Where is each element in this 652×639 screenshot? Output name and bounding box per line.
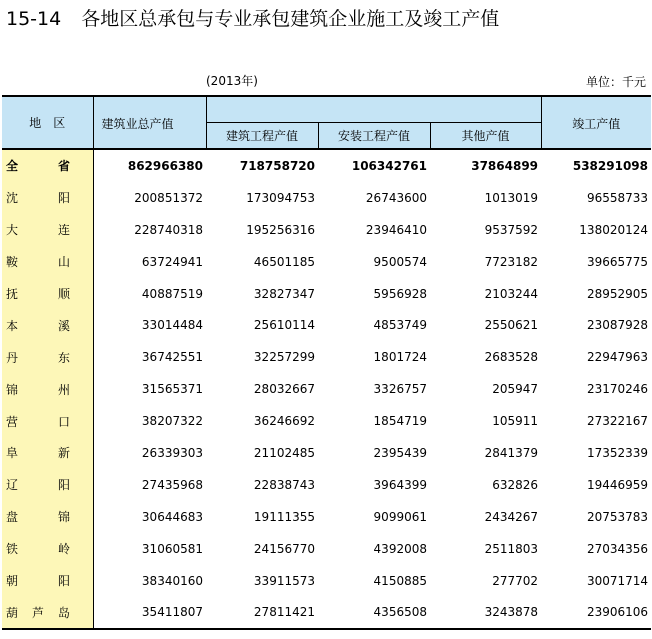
other-cell: 105911 [492, 414, 539, 429]
region-char: 全 [6, 159, 19, 174]
completed-cell: 28952905 [586, 286, 649, 301]
construction-cell: 19111355 [253, 509, 315, 524]
installation-cell: 26743600 [365, 190, 427, 205]
region-char: 大 [6, 223, 19, 238]
region-cell [2, 341, 93, 373]
construction-cell: 24156770 [253, 541, 315, 556]
table-row [2, 246, 651, 278]
other-cell: 2511803 [484, 541, 539, 556]
region-name [6, 572, 92, 589]
completed-cell: 23087928 [586, 318, 649, 333]
region-char: 州 [57, 382, 70, 397]
installation-cell: 1854719 [373, 414, 427, 429]
completed-cell: 27322167 [586, 414, 649, 429]
other-cell: 2683528 [484, 350, 539, 365]
region-char: 阳 [57, 191, 70, 206]
region-name [6, 476, 92, 493]
region-char: 丹 [6, 350, 19, 365]
region-name [6, 317, 92, 334]
construction-cell: 25610114 [253, 318, 315, 333]
region-char: 铁 [6, 542, 19, 557]
installation-cell: 2395439 [373, 445, 427, 460]
region-cell [2, 149, 93, 182]
region-char: 阳 [57, 478, 70, 493]
completed-cell: 27034356 [586, 541, 649, 556]
region-char: 岛 [57, 605, 70, 620]
region-char: 山 [57, 255, 70, 270]
completed-cell: 23906106 [541, 596, 651, 629]
gross-output-cell: 27435968 [141, 477, 203, 492]
region-char: 锦 [57, 510, 70, 525]
table-title-text: 各地区总承包与专业承包建筑企业施工及竣工产值 [81, 8, 500, 30]
table-row [2, 405, 651, 437]
gross-output-cell: 26339303 [141, 445, 203, 460]
region-char: 辽 [6, 478, 19, 493]
completed-cell: 538291098 [572, 158, 649, 173]
region-cell [2, 501, 93, 533]
installation-cell: 5956928 [373, 286, 427, 301]
region-name [6, 253, 92, 270]
table-row [2, 596, 651, 629]
header-completed [541, 96, 651, 149]
installation-cell: 3964399 [373, 477, 427, 492]
region-name [6, 221, 92, 238]
gross-output-cell: 40887519 [141, 286, 203, 301]
gross-output-cell: 31060581 [141, 541, 203, 556]
region-name [6, 285, 92, 302]
header-gross-output-label: 建筑业总产值 [101, 117, 174, 131]
installation-cell: 4853749 [373, 318, 427, 333]
region-char: 溪 [57, 318, 70, 333]
gross-output-cell: 33014484 [141, 318, 203, 333]
gross-output-cell: 228740318 [134, 222, 203, 237]
completed-cell: 30071714 [586, 573, 649, 588]
other-cell: 9537592 [484, 222, 539, 237]
completed-cell: 23170246 [586, 382, 649, 397]
region-char: 本 [6, 318, 19, 333]
table-row [2, 341, 651, 373]
year-note: (2013年) [206, 74, 258, 88]
gross-output-cell: 36742551 [141, 350, 203, 365]
other-cell: 37864899 [471, 158, 539, 173]
installation-cell: 1801724 [373, 350, 427, 365]
header-completed-label: 竣工产值 [572, 117, 621, 131]
gross-output-cell: 200851372 [134, 190, 203, 205]
gross-output-cell: 38340160 [141, 573, 203, 588]
gross-output-cell: 30644683 [141, 509, 203, 524]
region-cell [2, 533, 93, 565]
gross-output-cell: 38207322 [141, 414, 203, 429]
region-name [6, 604, 92, 621]
region-cell [2, 182, 93, 214]
table-row [2, 469, 651, 501]
other-cell: 205947 [492, 382, 539, 397]
region-char: 鞍 [6, 255, 19, 270]
gross-output-cell: 63724941 [141, 254, 203, 269]
region-name [6, 349, 92, 366]
table-row [2, 565, 651, 597]
construction-cell: 36246692 [253, 414, 315, 429]
header-installation: 安装工程产值 [318, 123, 430, 150]
header-region: 地 区 [2, 96, 93, 149]
region-char: 省 [57, 159, 70, 174]
region-cell [2, 596, 93, 629]
completed-cell: 17352339 [586, 445, 649, 460]
other-cell: 2841379 [484, 445, 539, 460]
header-gross-output [93, 96, 206, 149]
completed-cell: 22947963 [586, 350, 649, 365]
region-char: 阜 [6, 446, 19, 461]
construction-cell: 195256316 [246, 222, 315, 237]
table-row [2, 182, 651, 214]
installation-cell: 4356508 [318, 596, 430, 629]
header-other: 其他产值 [430, 123, 541, 150]
table-row [2, 214, 651, 246]
gross-output-cell: 35411807 [93, 596, 206, 629]
completed-cell: 138020124 [579, 222, 649, 237]
region-char: 营 [6, 414, 19, 429]
region-name [6, 189, 92, 206]
table-row [2, 149, 651, 182]
construction-cell: 32257299 [253, 350, 315, 365]
table-row [2, 533, 651, 565]
table-number: 15-14 [6, 8, 62, 30]
region-char: 锦 [6, 382, 19, 397]
completed-cell: 19446959 [586, 477, 649, 492]
data-table [2, 95, 651, 630]
region-char: 朝 [6, 574, 19, 589]
region-char: 顺 [57, 287, 70, 301]
table-row [2, 373, 651, 405]
region-char: 连 [57, 223, 70, 238]
region-name [6, 540, 92, 557]
construction-cell: 33911573 [253, 573, 315, 588]
region-cell [2, 373, 93, 405]
region-cell [2, 214, 93, 246]
region-char: 葫 [6, 605, 19, 620]
construction-cell: 173094753 [246, 190, 315, 205]
region-cell [2, 309, 93, 341]
table-row [2, 278, 651, 310]
table-body [2, 149, 651, 629]
construction-cell: 27811421 [206, 596, 318, 629]
region-name [6, 157, 92, 174]
region-char: 沈 [6, 191, 19, 206]
region-char: 抚 [6, 287, 19, 301]
region-char: 东 [57, 350, 70, 365]
completed-cell: 39665775 [586, 254, 649, 269]
region-cell [2, 246, 93, 278]
completed-cell: 20753783 [586, 509, 649, 524]
installation-cell: 3326757 [373, 382, 427, 397]
region-name [6, 413, 92, 430]
construction-cell: 46501185 [253, 254, 315, 269]
other-cell: 3243878 [430, 596, 541, 629]
region-char: 芦 [31, 605, 44, 620]
other-cell: 2103244 [484, 286, 539, 301]
construction-cell: 32827347 [253, 286, 315, 301]
construction-cell: 718758720 [239, 158, 315, 173]
region-name [6, 508, 92, 525]
installation-cell: 4150885 [373, 573, 427, 588]
completed-cell: 96558733 [586, 190, 649, 205]
region-char: 盘 [6, 510, 19, 525]
region-cell [2, 565, 93, 597]
construction-cell: 22838743 [253, 477, 315, 492]
other-cell: 2434267 [484, 509, 539, 524]
gross-output-cell: 31565371 [141, 382, 203, 397]
other-cell: 277702 [492, 573, 539, 588]
construction-cell: 28032667 [253, 382, 315, 397]
other-cell: 2550621 [484, 318, 539, 333]
region-cell [2, 437, 93, 469]
region-name [6, 381, 92, 398]
region-cell [2, 469, 93, 501]
installation-cell: 9099061 [373, 509, 427, 524]
installation-cell: 4392008 [373, 541, 427, 556]
installation-cell: 9500574 [373, 254, 427, 269]
table-row [2, 501, 651, 533]
region-name [6, 444, 92, 461]
table-title [6, 4, 499, 31]
gross-output-cell: 862966380 [127, 158, 203, 173]
other-cell: 7723182 [484, 254, 539, 269]
region-cell [2, 405, 93, 437]
installation-cell: 23946410 [365, 222, 427, 237]
other-cell: 632826 [492, 477, 539, 492]
region-cell [2, 278, 93, 310]
other-cell: 1013019 [484, 190, 539, 205]
region-char: 新 [57, 446, 70, 461]
region-char: 口 [57, 414, 70, 429]
table-row [2, 437, 651, 469]
unit-note: 单位：千元 [585, 75, 646, 89]
table-row [2, 309, 651, 341]
region-char: 岭 [57, 542, 70, 557]
region-char: 阳 [57, 574, 70, 589]
header-group-spacer [206, 96, 541, 123]
construction-cell: 21102485 [253, 445, 315, 460]
header-construction: 建筑工程产值 [206, 123, 318, 150]
installation-cell: 106342761 [351, 158, 427, 173]
